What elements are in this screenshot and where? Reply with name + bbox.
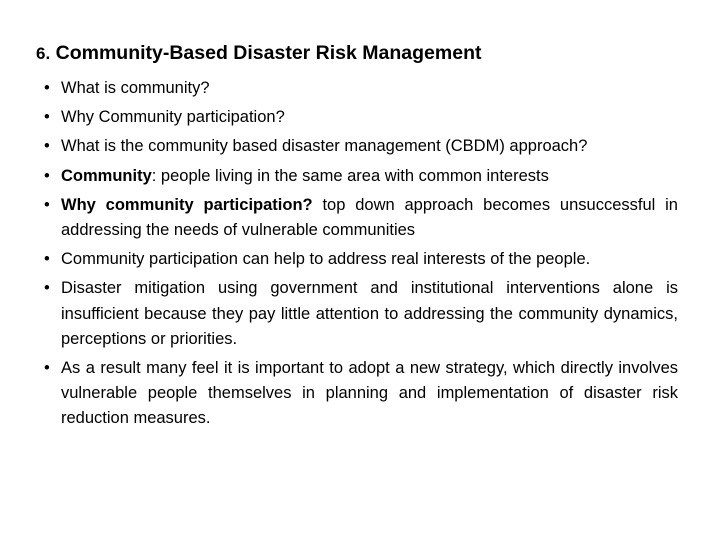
bullet-item — [44, 247, 678, 272]
bullet-item — [44, 105, 678, 130]
bullet-item — [44, 134, 678, 159]
bullet-text: Community participation can help to address real interests of the people. — [61, 250, 591, 269]
bullet-text: top down approach becomes unsuccessful in addressing the needs of vulnerable communities — [61, 195, 678, 240]
bullet-text: : people living in the same area with common interests — [151, 166, 549, 185]
bullet-item — [44, 164, 678, 189]
bullet-text: As a result many feel it is important to adopt a new strategy, which directly involves vulnerable people themselves in planning and implementation of disaster risk reduction measures. — [61, 359, 678, 428]
bullet-dot: • — [44, 279, 50, 298]
slide-heading — [36, 42, 481, 65]
bullet-text: What is community? — [61, 79, 210, 97]
bullet-text: What is the community based disaster management (CBDM) approach? — [61, 137, 588, 156]
bullet-bold-term: Community — [61, 166, 152, 185]
bullet-item — [44, 356, 678, 432]
bullet-item — [44, 276, 678, 352]
bullet-dot: • — [44, 108, 50, 127]
bullet-list — [44, 76, 678, 436]
bullet-item — [44, 76, 678, 101]
bullet-dot: • — [44, 137, 50, 156]
bullet-bold-term: Why community participation? — [61, 195, 313, 214]
heading-number: 6. — [36, 44, 51, 63]
bullet-text: Why Community participation? — [61, 108, 285, 127]
bullet-dot: • — [44, 195, 50, 214]
bullet-dot: • — [44, 166, 50, 185]
bullet-dot: • — [44, 250, 50, 269]
bullet-dot: • — [44, 359, 50, 378]
bullet-text: Disaster mitigation using government and institutional interventions alone is insufficient because they pay little attention to addressing the community dynamics, perceptions or priorities. — [61, 279, 678, 348]
bullet-item — [44, 193, 678, 243]
bullet-dot: • — [44, 79, 50, 97]
heading-title: Community-Based Disaster Risk Management — [55, 42, 482, 64]
